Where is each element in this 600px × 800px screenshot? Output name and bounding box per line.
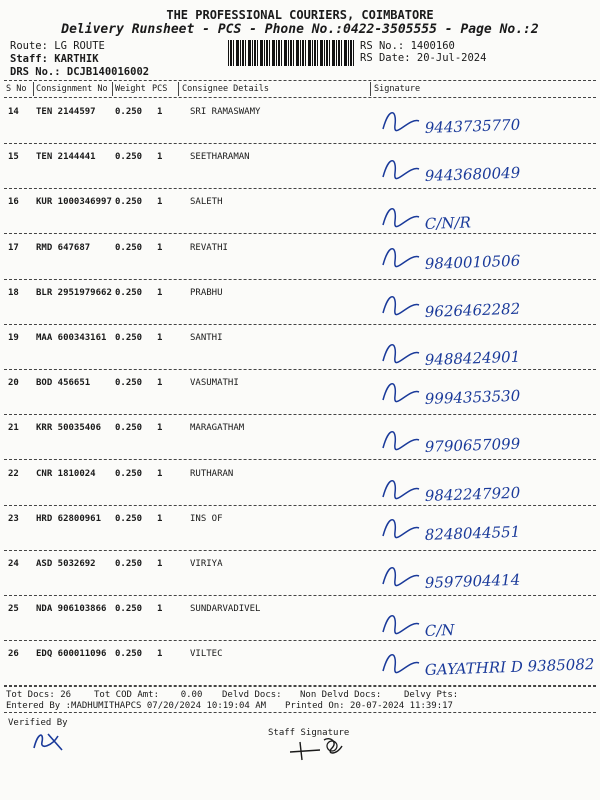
staff-value: KARTHIK <box>54 53 99 65</box>
row-consignment-no: EDQ 600011096 <box>36 649 107 660</box>
row-consignee: INS OF <box>190 513 223 524</box>
signature-scribble <box>383 248 419 266</box>
row-pcs: 1 <box>157 152 163 163</box>
row-weight: 0.250 <box>115 197 143 208</box>
signature-cell <box>375 282 595 324</box>
rs-no-line: RS No.: 1400160 <box>360 40 455 52</box>
col-weight: Weight <box>115 84 146 94</box>
row-sno: 23 <box>8 513 19 524</box>
row-sno: 21 <box>8 423 19 434</box>
footer-divider <box>4 686 596 687</box>
row-pcs: 1 <box>157 107 163 117</box>
handwritten-signature <box>375 372 595 414</box>
row-consignee: VILTEC <box>190 649 223 660</box>
handwritten-signature <box>375 146 595 188</box>
signature-note: 9842247920 <box>424 483 521 505</box>
handwritten-signature <box>375 417 595 459</box>
signature-note: C/N/R <box>424 213 472 234</box>
delvd-docs-label: Delvd Docs: <box>222 690 282 700</box>
verifier-signature-mark <box>28 728 68 754</box>
row-consignee: REVATHI <box>190 242 228 253</box>
signature-note: 9626462282 <box>424 299 521 321</box>
row-consignee: RUTHARAN <box>190 468 234 479</box>
signature-cell <box>375 598 595 640</box>
row-pcs: 1 <box>157 468 163 479</box>
signature-scribble <box>383 384 419 402</box>
drs-value: DCJB140016002 <box>66 66 150 78</box>
row-pcs: 1 <box>157 649 163 660</box>
non-delvd-label: Non Delvd Docs: <box>300 690 382 700</box>
row-sno: 15 <box>8 152 19 163</box>
company-name: THE PROFESSIONAL COURIERS, COIMBATORE <box>166 8 434 22</box>
table-row <box>0 189 600 235</box>
signature-scribble <box>383 520 419 538</box>
row-pcs: 1 <box>157 242 163 253</box>
signature-note: C/N <box>424 621 455 641</box>
signature-cell <box>375 237 595 279</box>
row-pcs: 1 <box>157 423 163 434</box>
signature-cell <box>375 372 595 414</box>
row-consignment-no: HRD 62800961 <box>36 513 102 524</box>
signature-cell <box>375 101 595 143</box>
row-weight: 0.250 <box>115 378 143 389</box>
route-value: LG ROUTE <box>54 40 105 52</box>
column-divider <box>4 97 596 98</box>
staff-signature-label: Staff Signature <box>268 728 350 738</box>
header-divider <box>4 80 596 81</box>
signature-cell <box>375 463 595 505</box>
tot-cod-value: 0.00 <box>180 690 203 700</box>
row-consignee: MARAGATHAM <box>190 423 245 434</box>
row-sno: 18 <box>8 287 19 298</box>
row-pcs: 1 <box>157 604 163 615</box>
signature-cell <box>375 508 595 550</box>
signature-note: 9597904414 <box>424 570 521 592</box>
signature-note: 9840010506 <box>424 251 521 273</box>
handwritten-signature <box>375 643 595 685</box>
row-consignee: VIRIYA <box>190 559 223 569</box>
row-pcs: 1 <box>157 378 163 389</box>
table-row <box>0 99 600 145</box>
table-row <box>0 641 600 687</box>
row-weight: 0.250 <box>115 152 143 163</box>
row-sno: 20 <box>8 378 19 389</box>
table-row <box>0 461 600 507</box>
col-consignment: Consignment No <box>36 84 108 94</box>
handwritten-signature <box>375 327 595 369</box>
row-weight: 0.250 <box>115 242 143 253</box>
row-sno: 22 <box>8 468 19 479</box>
row-weight: 0.250 <box>115 604 143 615</box>
row-consignment-no: TEN 2144597 <box>36 107 96 117</box>
signature-cell <box>375 643 595 685</box>
table-row <box>0 415 600 461</box>
signature-scribble <box>383 345 419 363</box>
signature-scribble <box>383 113 419 131</box>
row-consignee: SRI RAMASWAMY <box>190 107 261 117</box>
row-pcs: 1 <box>157 287 163 298</box>
delvy-pts-label: Delvy Pts: <box>404 690 459 700</box>
table-row <box>0 506 600 552</box>
col-sno: S No <box>6 84 27 94</box>
row-consignee: SEETHARAMAN <box>190 152 250 163</box>
handwritten-signature <box>375 191 595 233</box>
row-sno: 17 <box>8 242 19 253</box>
handwritten-signature <box>375 101 595 143</box>
row-consignment-no: BOD 456651 <box>36 378 91 389</box>
signature-cell <box>375 191 595 233</box>
row-consignee: PRABHU <box>190 287 223 298</box>
signature-scribble <box>383 432 419 450</box>
signature-note: 9443680049 <box>424 163 521 186</box>
row-weight: 0.250 <box>115 423 143 434</box>
handwritten-signature <box>375 508 595 550</box>
signature-scribble <box>383 480 419 498</box>
handwritten-signature <box>375 282 595 324</box>
signature-note: GAYATHRI D 9385082 <box>424 655 595 680</box>
signature-scribble <box>383 209 419 227</box>
signature-note: 9790657099 <box>424 435 521 457</box>
table-row <box>0 325 600 371</box>
cod-line: Tot COD Amt: 0.00 <box>94 690 203 700</box>
table-row <box>0 235 600 281</box>
signature-scribble <box>383 161 419 179</box>
row-consignment-no: CNR 1810024 <box>36 468 96 479</box>
row-sno: 25 <box>8 604 19 615</box>
row-weight: 0.250 <box>115 513 143 524</box>
row-consignment-no: KUR 1000346997 <box>36 197 112 208</box>
row-weight: 0.250 <box>115 649 143 660</box>
rs-date-value: 20-Jul-2024 <box>416 52 487 64</box>
row-consignment-no: TEN 2144441 <box>36 152 96 163</box>
row-sno: 24 <box>8 559 19 569</box>
col-pcs: PCS <box>152 84 168 94</box>
signature-cell <box>375 146 595 188</box>
table-row <box>0 370 600 416</box>
entered-by: Entered By :MADHUMITHAPCS 07/20/2024 10:19:04 AM <box>6 701 267 711</box>
row-consignment-no: ASD 5032692 <box>36 559 96 569</box>
row-consignee: SANTHI <box>190 333 223 343</box>
row-consignee: VASUMATHI <box>190 378 239 389</box>
row-consignment-no: BLR 2951979662 <box>36 287 112 298</box>
staff-line: Staff: KARTHIK <box>10 53 99 65</box>
totals-line: Tot Docs: 26 <box>6 690 72 700</box>
signature-cell <box>375 327 595 369</box>
printed-on: Printed On: 20-07-2024 11:39:17 <box>285 701 453 711</box>
signature-cell <box>375 553 595 595</box>
drs-line: DRS No.: DCJB140016002 <box>10 66 150 78</box>
signature-cell <box>375 417 595 459</box>
signature-note: 9443735770 <box>424 115 521 137</box>
row-consignee: SUNDARVADIVEL <box>190 604 261 615</box>
col-consignee: Consignee Details <box>182 84 269 94</box>
staff-signature-mark <box>280 734 350 764</box>
signature-scribble <box>383 297 419 315</box>
row-pcs: 1 <box>157 559 163 569</box>
signature-scribble <box>383 655 419 673</box>
footer-bottom-divider <box>4 712 596 713</box>
table-row <box>0 551 600 597</box>
row-consignment-no: KRR 50035406 <box>36 423 102 434</box>
route-line: Route: LG ROUTE <box>10 40 105 52</box>
row-consignment-no: NDA 906103866 <box>36 604 107 615</box>
rs-no-value: 1400160 <box>410 40 455 52</box>
rs-date-line: RS Date: 20-Jul-2024 <box>360 52 487 64</box>
table-row <box>0 596 600 642</box>
row-pcs: 1 <box>157 513 163 524</box>
barcode-image <box>228 40 354 66</box>
row-sno: 19 <box>8 333 19 343</box>
handwritten-signature <box>375 237 595 279</box>
row-consignment-no: MAA 600343161 <box>36 333 107 343</box>
handwritten-signature <box>375 598 595 640</box>
signature-scribble <box>383 568 419 586</box>
row-sno: 14 <box>8 107 19 117</box>
table-row <box>0 144 600 190</box>
row-consignment-no: RMD 647687 <box>36 242 91 253</box>
col-signature: Signature <box>374 84 421 94</box>
signature-note: 8248044551 <box>424 522 521 544</box>
row-sno: 26 <box>8 649 19 660</box>
row-weight: 0.250 <box>115 107 143 117</box>
row-weight: 0.250 <box>115 468 143 479</box>
row-weight: 0.250 <box>115 333 143 343</box>
row-pcs: 1 <box>157 333 163 343</box>
row-weight: 0.250 <box>115 559 143 569</box>
runsheet-title: Delivery Runsheet - PCS - Phone No.:0422-3505555 - Page No.:2 <box>61 22 539 37</box>
table-row <box>0 280 600 326</box>
row-weight: 0.250 <box>115 287 143 298</box>
handwritten-signature <box>375 553 595 595</box>
row-sno: 16 <box>8 197 19 208</box>
verified-by-label: Verified By <box>8 718 68 728</box>
handwritten-signature <box>375 463 595 505</box>
signature-scribble <box>383 616 419 634</box>
row-consignee: SALETH <box>190 197 223 208</box>
signature-note: 9488424901 <box>424 347 521 369</box>
signature-note: 9994353530 <box>424 386 521 409</box>
tot-docs-value: 26 <box>60 690 72 700</box>
row-pcs: 1 <box>157 197 163 208</box>
